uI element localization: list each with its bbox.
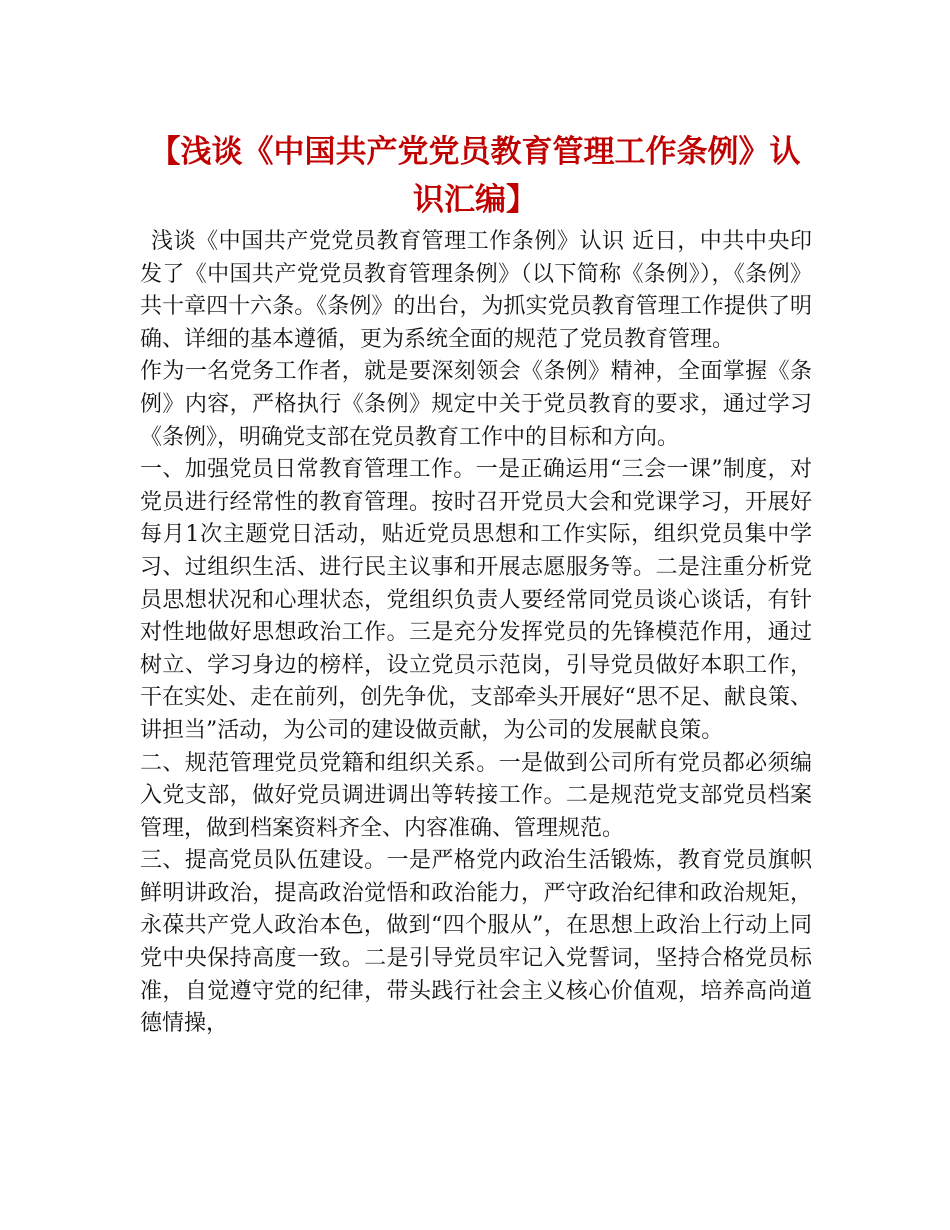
paragraph-section-1: 一、加强党员日常教育管理工作。一是正确运用“三会一课”制度，对党员进行经常性的教育管理。按时召开党员大会和党课学习，开展好每月1次主题党日活动，贴近党员思想和工作实际，组织党员集中学习、过组织生活、进行民主议事和开展志愿服务等。二是注重分析党员思想状况和心理状态，党组织负责人要经常同党员谈心谈话，有针对性地做好思想政治工作。三是充分发挥党员的先锋模范作用，通过树立、学习身边的榜样，设立党员示范岗，引导党员做好本职工作，干在实处、走在前列，创先争优，支部牵头开展好“思不足、献良策、讲担当”活动，为公司的建设做贡献，为公司的发展献良策。 — [140, 457, 812, 743]
paragraph-role: 作为一名党务工作者，就是要深刻领会《条例》精神，全面掌握《条例》内容，严格执行《条例》规定中关于党员教育的要求，通过学习《条例》，明确党支部在党员教育工作中的目标和方向。 — [140, 359, 812, 450]
paragraph-section-3: 三、提高党员队伍建设。一是严格党内政治生活锻炼，教育党员旗帜鲜明讲政治，提高政治觉悟和政治能力，严守政治纪律和政治规矩，永葆共产党人政治本色，做到“四个服从”，在思想上政治上行动上同党中央保持高度一致。二是引导党员牢记入党誓词，坚持合格党员标准，自觉遵守党的纪律，带头践行社会主义核心价值观，培养高尚道德情操， — [140, 848, 812, 1037]
document-title: 【浅谈《中国共产党党员教育管理工作条例》认识汇编】 — [149, 134, 801, 218]
paragraph-intro: 浅谈《中国共产党党员教育管理工作条例》认识 近日，中共中央印发了《中国共产党党员教育管理条例》（以下简称《条例》），《条例》共十章四十六条。《条例》的出台，为抓实党员教育管理工作提供了明确、详细的基本遵循，更为系统全面的规范了党员教育管理。 — [140, 229, 812, 352]
document-body — [140, 226, 812, 1041]
paragraph-section-2: 二、规范管理党员党籍和组织关系。一是做到公司所有党员都必须编入党支部，做好党员调进调出等转接工作。二是规范党支部党员档案管理，做到档案资料齐全、内容准确、管理规范。 — [140, 750, 812, 841]
